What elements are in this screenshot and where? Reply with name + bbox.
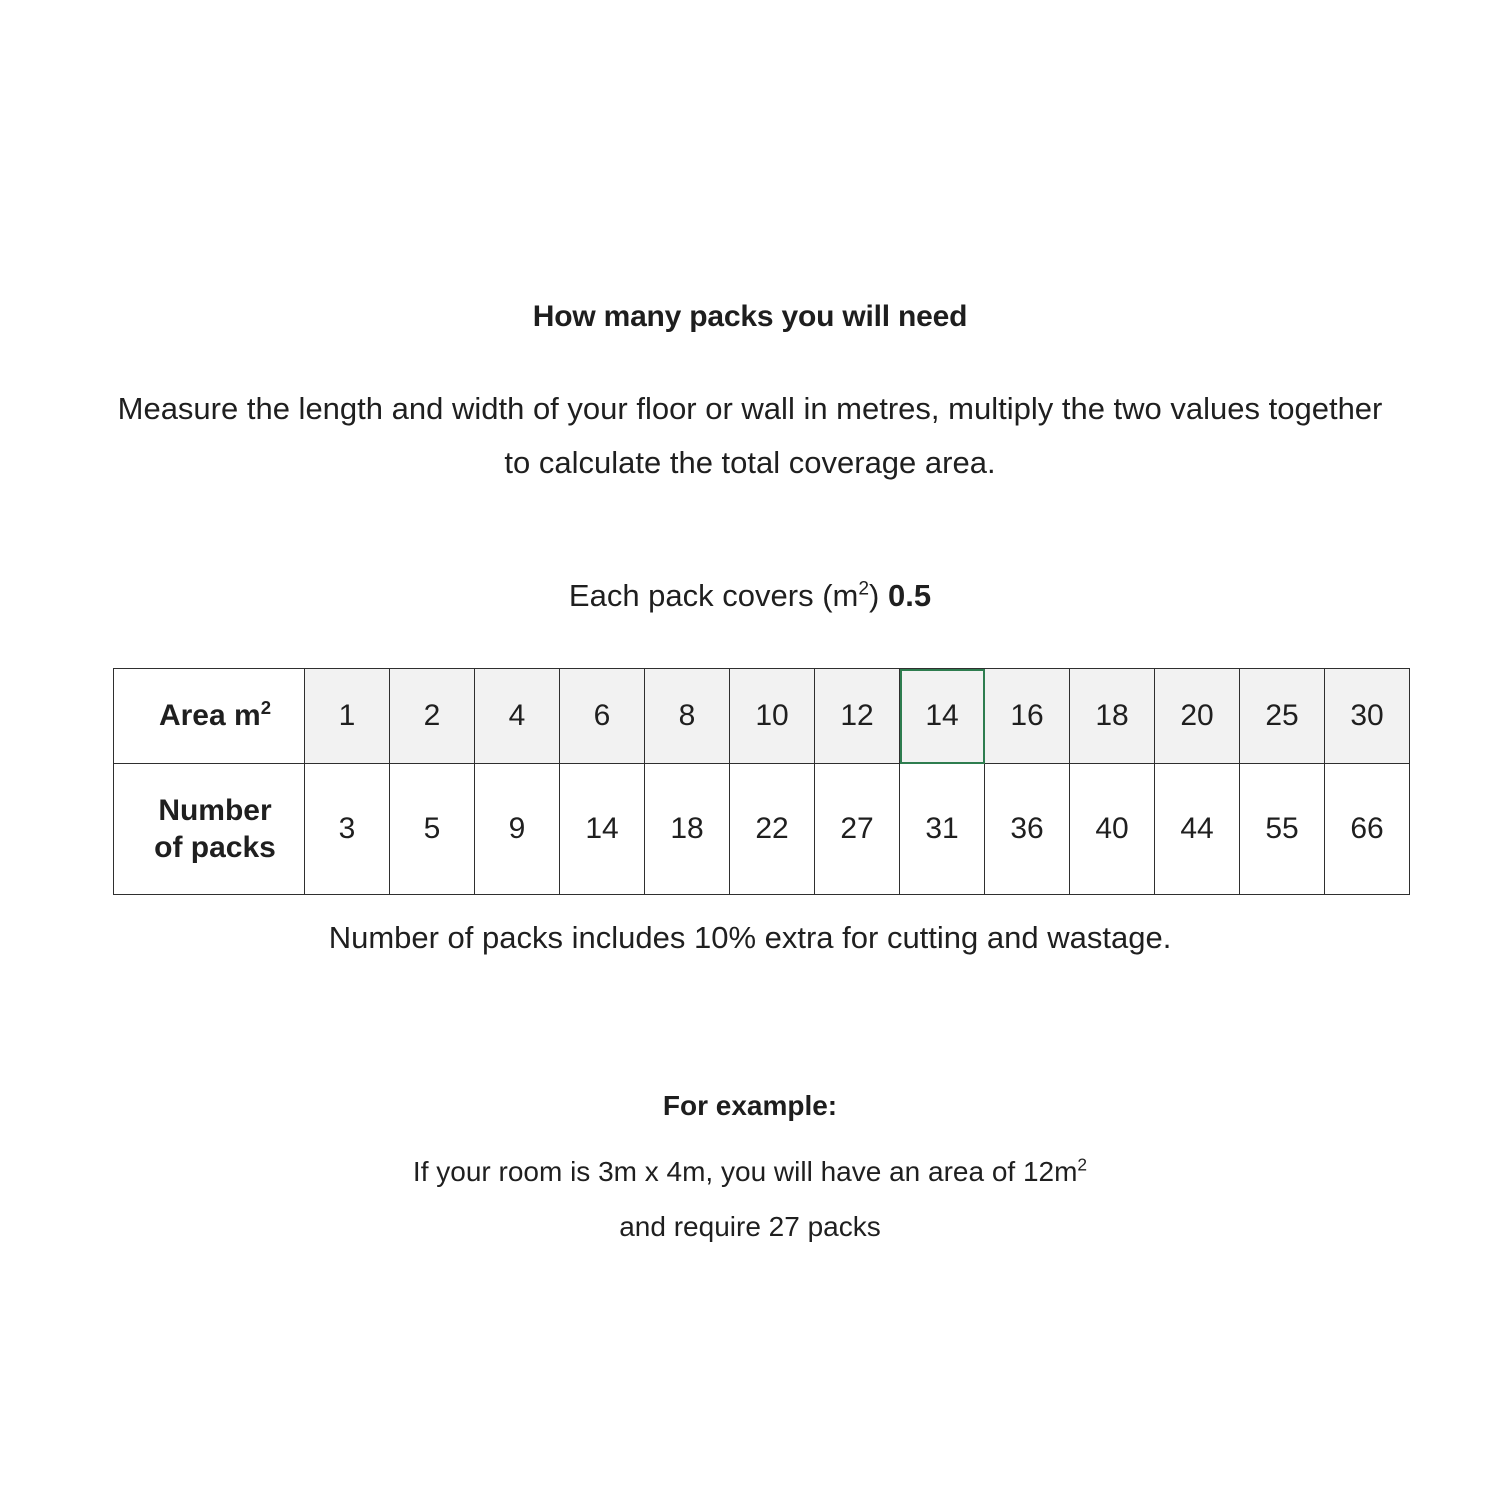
packs-table [113,668,1410,895]
wastage-footnote: Number of packs includes 10% extra for cutting and wastage. [328,920,1172,955]
example-line1-prefix: If your room is 3m x 4m, you will have an area of 12m [412,1156,1078,1187]
example-body [150,1145,1350,1254]
area-cell-9: 18 [1070,669,1155,764]
packs-cell-8: 36 [985,764,1070,895]
packs-cell-4: 18 [645,764,730,895]
packs-cell-1: 5 [390,764,475,895]
area-cell-7-highlighted: 14 [900,669,985,764]
packs-cell-12: 66 [1325,764,1410,895]
packs-cell-10: 44 [1155,764,1240,895]
pack-coverage-label-suffix: ) [869,578,880,613]
area-cell-4: 8 [645,669,730,764]
area-cell-12: 30 [1325,669,1410,764]
packs-cell-9: 40 [1070,764,1155,895]
packs-cell-0: 3 [305,764,390,895]
pack-coverage-label-prefix: Each pack covers (m [568,578,859,613]
packs-cell-7: 31 [900,764,985,895]
area-cell-2: 4 [475,669,560,764]
packs-cell-11: 55 [1240,764,1325,895]
row-label-packs-line2: of packs [154,831,276,864]
example-title: For example: [662,1090,838,1121]
area-cell-11: 25 [1240,669,1325,764]
area-cell-10: 20 [1155,669,1240,764]
example-line2: and require 27 packs [619,1210,881,1242]
area-cell-5: 10 [730,669,815,764]
area-cell-0: 1 [305,669,390,764]
instructions-paragraph: Measure the length and width of your floor or wall in metres, multiply the two values together to calculate the total coverage area. [117,391,1383,481]
area-cell-6: 12 [815,669,900,764]
area-cell-3: 6 [560,669,645,764]
square-superscript: 2 [858,578,870,600]
packs-cell-3: 14 [560,764,645,895]
row-label-area-text: Area m [158,699,261,733]
page-title: How many packs you will need [532,300,968,333]
square-superscript: 2 [260,697,272,719]
packs-table-wrapper [113,668,1384,895]
area-cell-1: 2 [390,669,475,764]
row-label-packs [114,764,305,895]
pack-coverage-value: 0.5 [887,578,932,613]
square-superscript: 2 [1077,1154,1088,1175]
table-row-area [114,669,1410,764]
area-cell-8: 16 [985,669,1070,764]
packs-cell-6: 27 [815,764,900,895]
row-label-area [114,669,305,764]
packs-cell-5: 22 [730,764,815,895]
row-label-packs-line1: Number [158,793,272,827]
table-row-packs [114,764,1410,895]
pack-coverage-line [0,578,1500,614]
packs-cell-2: 9 [475,764,560,895]
